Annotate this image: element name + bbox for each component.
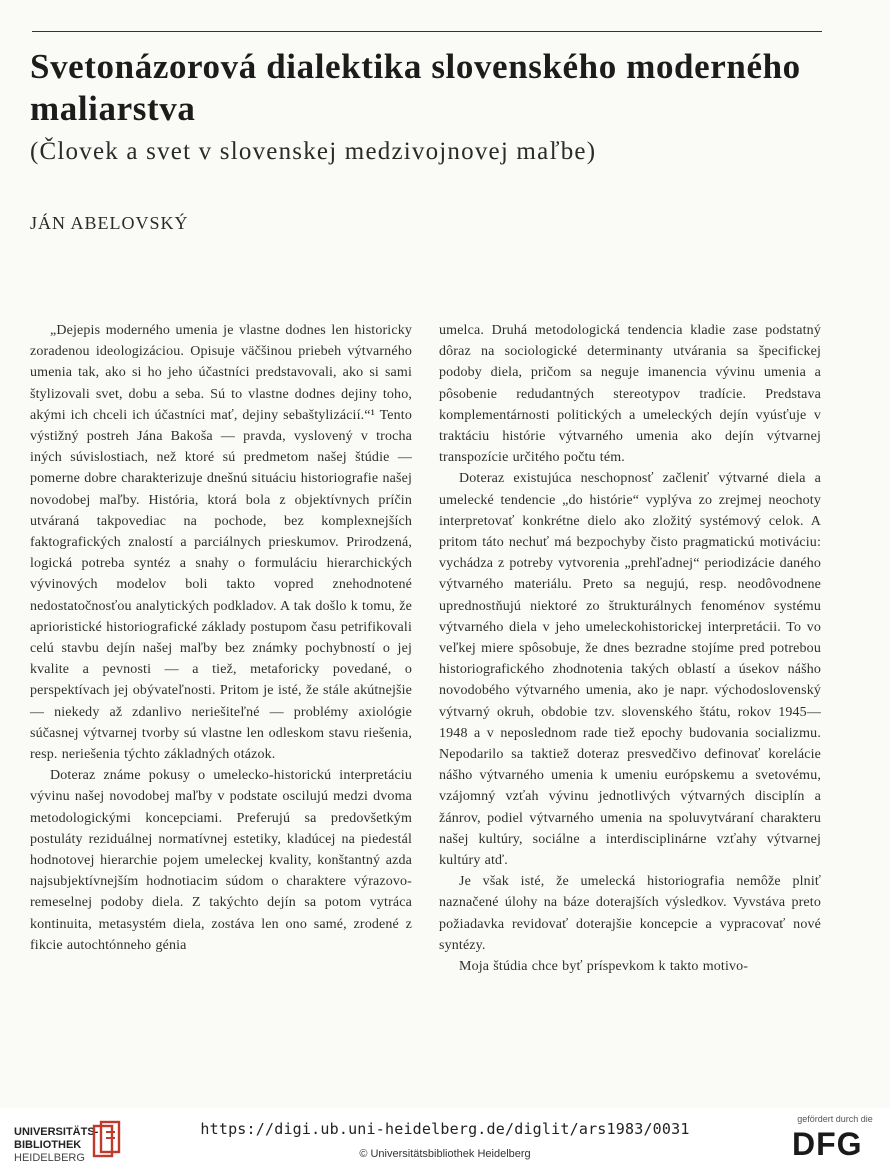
funder-logo[interactable]	[790, 1114, 880, 1164]
article-subtitle: (Človek a svet v slovenskej medzivojnovej maľbe)	[30, 138, 597, 165]
top-rule	[32, 31, 822, 32]
right-column	[439, 320, 821, 977]
article-author: JÁN ABELOVSKÝ	[30, 213, 189, 233]
paragraph: Moja štúdia chce byť príspevkom k takto motivo-	[459, 959, 749, 975]
library-name-line3: HEIDELBERG	[14, 1152, 85, 1164]
article-title: Svetonázorová dialektika slovenského moderného maliarstva	[30, 47, 801, 128]
paragraph: Doteraz existujúca neschopnosť začleniť výtvarné diela a umelecké tendencie „do histórie“ vyplýva zo zrejmej neochoty interpretovať konkrétne dielo ako zložitý systémový celok. A pritom táto nechuť má bezpochyby čisto pragmatickú motiváciu: vychádza z potreby vytvorenia „prehľadnej“ periodizácie daného výtvarného materiálu. Preto sa negujú, resp. neodôvodnene uprednostňujú niektoré zo štrukturálnych fenoménov systému výtvarného diela v jeho umeleckohistorickej interpretácii. To vo veľkej miere spôsobuje, že dnes bezradne stojíme pred potrebou historiografického zhodnotenia takých oblastí a úsekov nášho novodobého výtvarného umenia, ako je napr. východoslovenský výtvarný okruh, obdobie tzv. slovenského štátu, rokov 1945—1948 a v neposlednom rade tiež epochy budovania socializmu. Nepodarilo sa taktiež doteraz presvedčivo definovať korelácie nášho výtvarného umenia k umeniu európskemu a svetovému, vzájomný vzťah vývinu jednotlivých výtvarných disciplín a žánrov, podiel výtvarného umenia na spoluvytváraní charakteru našej kultúry, sociálne a interdisciplinárne vzťahy výtvarnej kultúry atď.	[439, 471, 821, 869]
left-column	[30, 320, 412, 956]
library-name-line1: UNIVERSITÄTS-	[14, 1126, 99, 1138]
paragraph: Je však isté, že umelecká historiografia nemôže plniť naznačené úlohy na báze doterajších výsledkov. Vyvstáva preto požiadavka revidovať doterajšie koncepcie a vypracovať nové syntézy.	[439, 874, 821, 953]
paragraph: Doteraz známe pokusy o umelecko-historickú interpretáciu vývinu našej novodobej maľby v podstate oscilujú medzi dvoma metodologickými koncepciami. Preferujú sa predovšetkým postuláty reziduálnej normatívnej estetiky, kladúcej na piedestál hodnotovej hierarchie pojem umeleckej kvality, konštantný azda najsubjektívnejším hodnotiacim súdom o charaktere výrazovo-remeselnej podoby diela. Z takýchto dejín sa potom vytráca kontinuita, metasystém diela, zostáva len ono samé, zrodené z fikcie autochtónneho génia	[30, 768, 412, 953]
dfg-logo-text: DFG	[792, 1126, 863, 1162]
copyright-notice: © Universitätsbibliothek Heidelberg	[359, 1148, 531, 1160]
paragraph: umelca. Druhá metodologická tendencia kladie zase podstatný dôraz na sociologické determinanty utvárania sa špecifickej podoby diela, pričom sa neguje imanencia vývinu umenia a pôsobenie redudantných stereotypov tradície. Predstava komplementárnosti politických a umeleckých dejín vyúsťuje v traktáciu histórie výtvarného umenia ako dejín výtvarnej transpozície určitého počtu tém.	[439, 323, 821, 466]
permalink-url[interactable]: https://digi.ub.uni-heidelberg.de/diglit/ars1983/0031	[200, 1120, 690, 1138]
library-name-line2: BIBLIOTHEK	[14, 1139, 82, 1151]
funder-caption: gefördert durch die	[797, 1114, 873, 1124]
paragraph: „Dejepis moderného umenia je vlastne dodnes len historicky zoradenou ideologizáciou. Opisuje väčšinou priebeh výtvarného umenia tak, ako si ho jeho účastníci predstavovali, ako si sami štylizovali svet, dobu a seba. Sú to vlastne dodnes dejiny toho, akými ich chceli ich účastníci mať, dejiny sebaštylizácií.“¹ Tento výstižný postreh Jána Bakoša — pravda, vyslovený v trocha iných súvislostiach, než ktoré sú predmetom našej štúdie — pomerne dobre charakterizuje dnešnú situáciu historiografie našej novodobej maľby. História, ktorá bola z objektívnych príčin utváraná takpovediac na pochode, bez komplexnejších faktografických znalostí a parciálnych prieskumov. Prirodzená, logická potreba syntéz a snahy o formuláciu hierarchických vývinových modelov boli takto vopred znehodnotené nedostatočnosťou analytických podkladov. A tak došlo k tomu, že aprioristické historiografické základy postupom času petrifikovali celú stavbu dejín našej maľby bez známky pochybností o jej kvalite a pevnosti — a tiež, metaforicky povedané, o perspektívach jej obývateľnosti. Pritom je isté, že stále akútnejšie — niekedy až zdanlivo neriešiteľné — problémy axiológie súčasnej výtvarnej tvorby sú vlastne len odleskom stavu riešenia, resp. neriešenia týchto základných otázok.	[30, 323, 412, 763]
